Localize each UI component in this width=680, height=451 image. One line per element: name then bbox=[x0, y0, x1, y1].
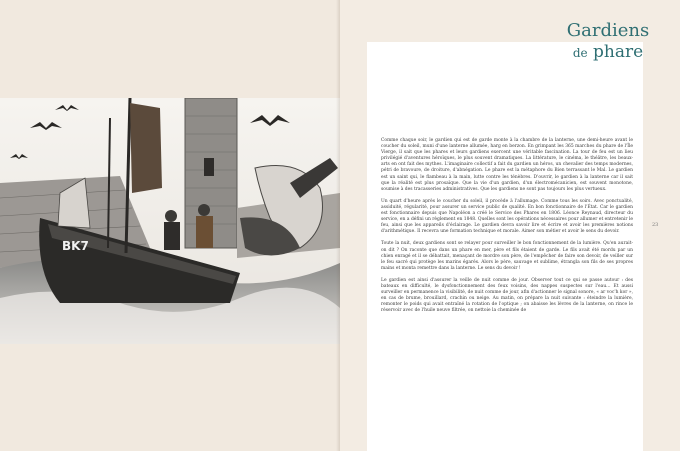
paragraph: Un quart d'heure après le coucher du soleil, il procède à l'allumage. Comme tous les soirs. Avec ponctualité, assiduité, régularité, pour assurer un service public de qualité. En bon fonctionnaire de l'État. Car le gardien est fonctionnaire depuis que Napoléon a créé le Service des Phares en 1806. Léonce Reynaud, directeur du service, en a défini un règlement en 1848. Quelles sont les opérations nécessaires pour allumer et entretenir le feu, ainsi que les appareils d'éclairage. Le gardien devra savoir lire et écrire et avoir les premières notions d'arithmétique. Il recevra une formation technique et morale. Aimer son métier et avoir le sens du devoir. bbox=[381, 198, 633, 235]
page-title bbox=[548, 20, 668, 63]
title-de: de bbox=[572, 46, 588, 60]
boat-registration: BK7 bbox=[62, 239, 89, 253]
title-word-phare: phare bbox=[593, 42, 644, 62]
paragraph: Toute la nuit, deux gardiens sont se relayer pour surveiller le bon fonctionnement de la lumière. Qu'en aurait-on dit ? On raconte que dans un phare en mer, père et fils étaient de garde. Le fils avait été mordu par un chien enragé et il se débattait, menaçant de mordre son père, de l'empêcher de faire son devoir, de veiller sur le feu sacré qui protège les marins égarés. Alors le père, sauvage et sublime, étrangla son fils de ses propres mains et monta remettre dans la lanterne. Le sens du devoir ! bbox=[381, 241, 633, 271]
paragraph: Comme chaque soir, le gardien qui est de garde monte à la chambre de la lanterne, une demi-heure avant le coucher du soleil, muni d'une lanterne allumée, harg en berzon. En grimpant les 365 marches du phare de l'Île Vierge, il sait que les phares et leurs gardiens exercent une véritable fascination. La tour de feu est un lieu privilégié d'aventures héroïques, le plus souvent dramatiques. La littérature, le cinéma, le théâtre, les beaux-arts en ont fait des mythes. L'imaginaire collectif a fait du gardien un héros, un chevalier des temps modernes, pétri de bravoure, de droiture, d'abnégation. Le phare est la métaphore du Bien terrassant le Mal. Le gardien est un saint qui, le flambeau à la main, lutte contre les ténèbres. D'ouvrir, le gardien à la lanterne car il sait que la réalité est plus prosaïque. Que la vie d'un gardien, d'un électromécanicien, est souvent monotone, soumise à des tracasseries administratives. Que les gardiens ne sont pas toujours les plus vertueux. bbox=[381, 138, 633, 192]
title-line-2 bbox=[548, 42, 668, 63]
title-line-1: Gardiens bbox=[566, 20, 650, 41]
paragraph: Le gardien est ainsi d'assurer la veille de nuit comme de jour. Observer tout ce qui se passe autour : des bateaux en difficulté, le dysfonctionnement des feux voisins, des nappes suspectes sur l'eau… Et aussi surveiller en permanence la visibilité, de nuit comme de jour, afin d'actionner le signal sonore, « ar voc'h kor », en cas de brume, brouillard, crachin ou neige. Au matin, on prépare la nuit suivante : éteindre la lumière, remonter le poids qui avait entraîné la rotation de l'optique ; on abaisse les lèvres de la lanterne, on rince le réservoir avec de l'huile neuve filtrée, on nettoie la cheminée de bbox=[381, 277, 633, 314]
page-number: 23 bbox=[652, 222, 659, 228]
illustration-icon bbox=[0, 98, 340, 344]
article-body bbox=[381, 138, 633, 320]
lighthouse-boat-illustration bbox=[0, 98, 340, 344]
text-panel bbox=[367, 42, 643, 451]
